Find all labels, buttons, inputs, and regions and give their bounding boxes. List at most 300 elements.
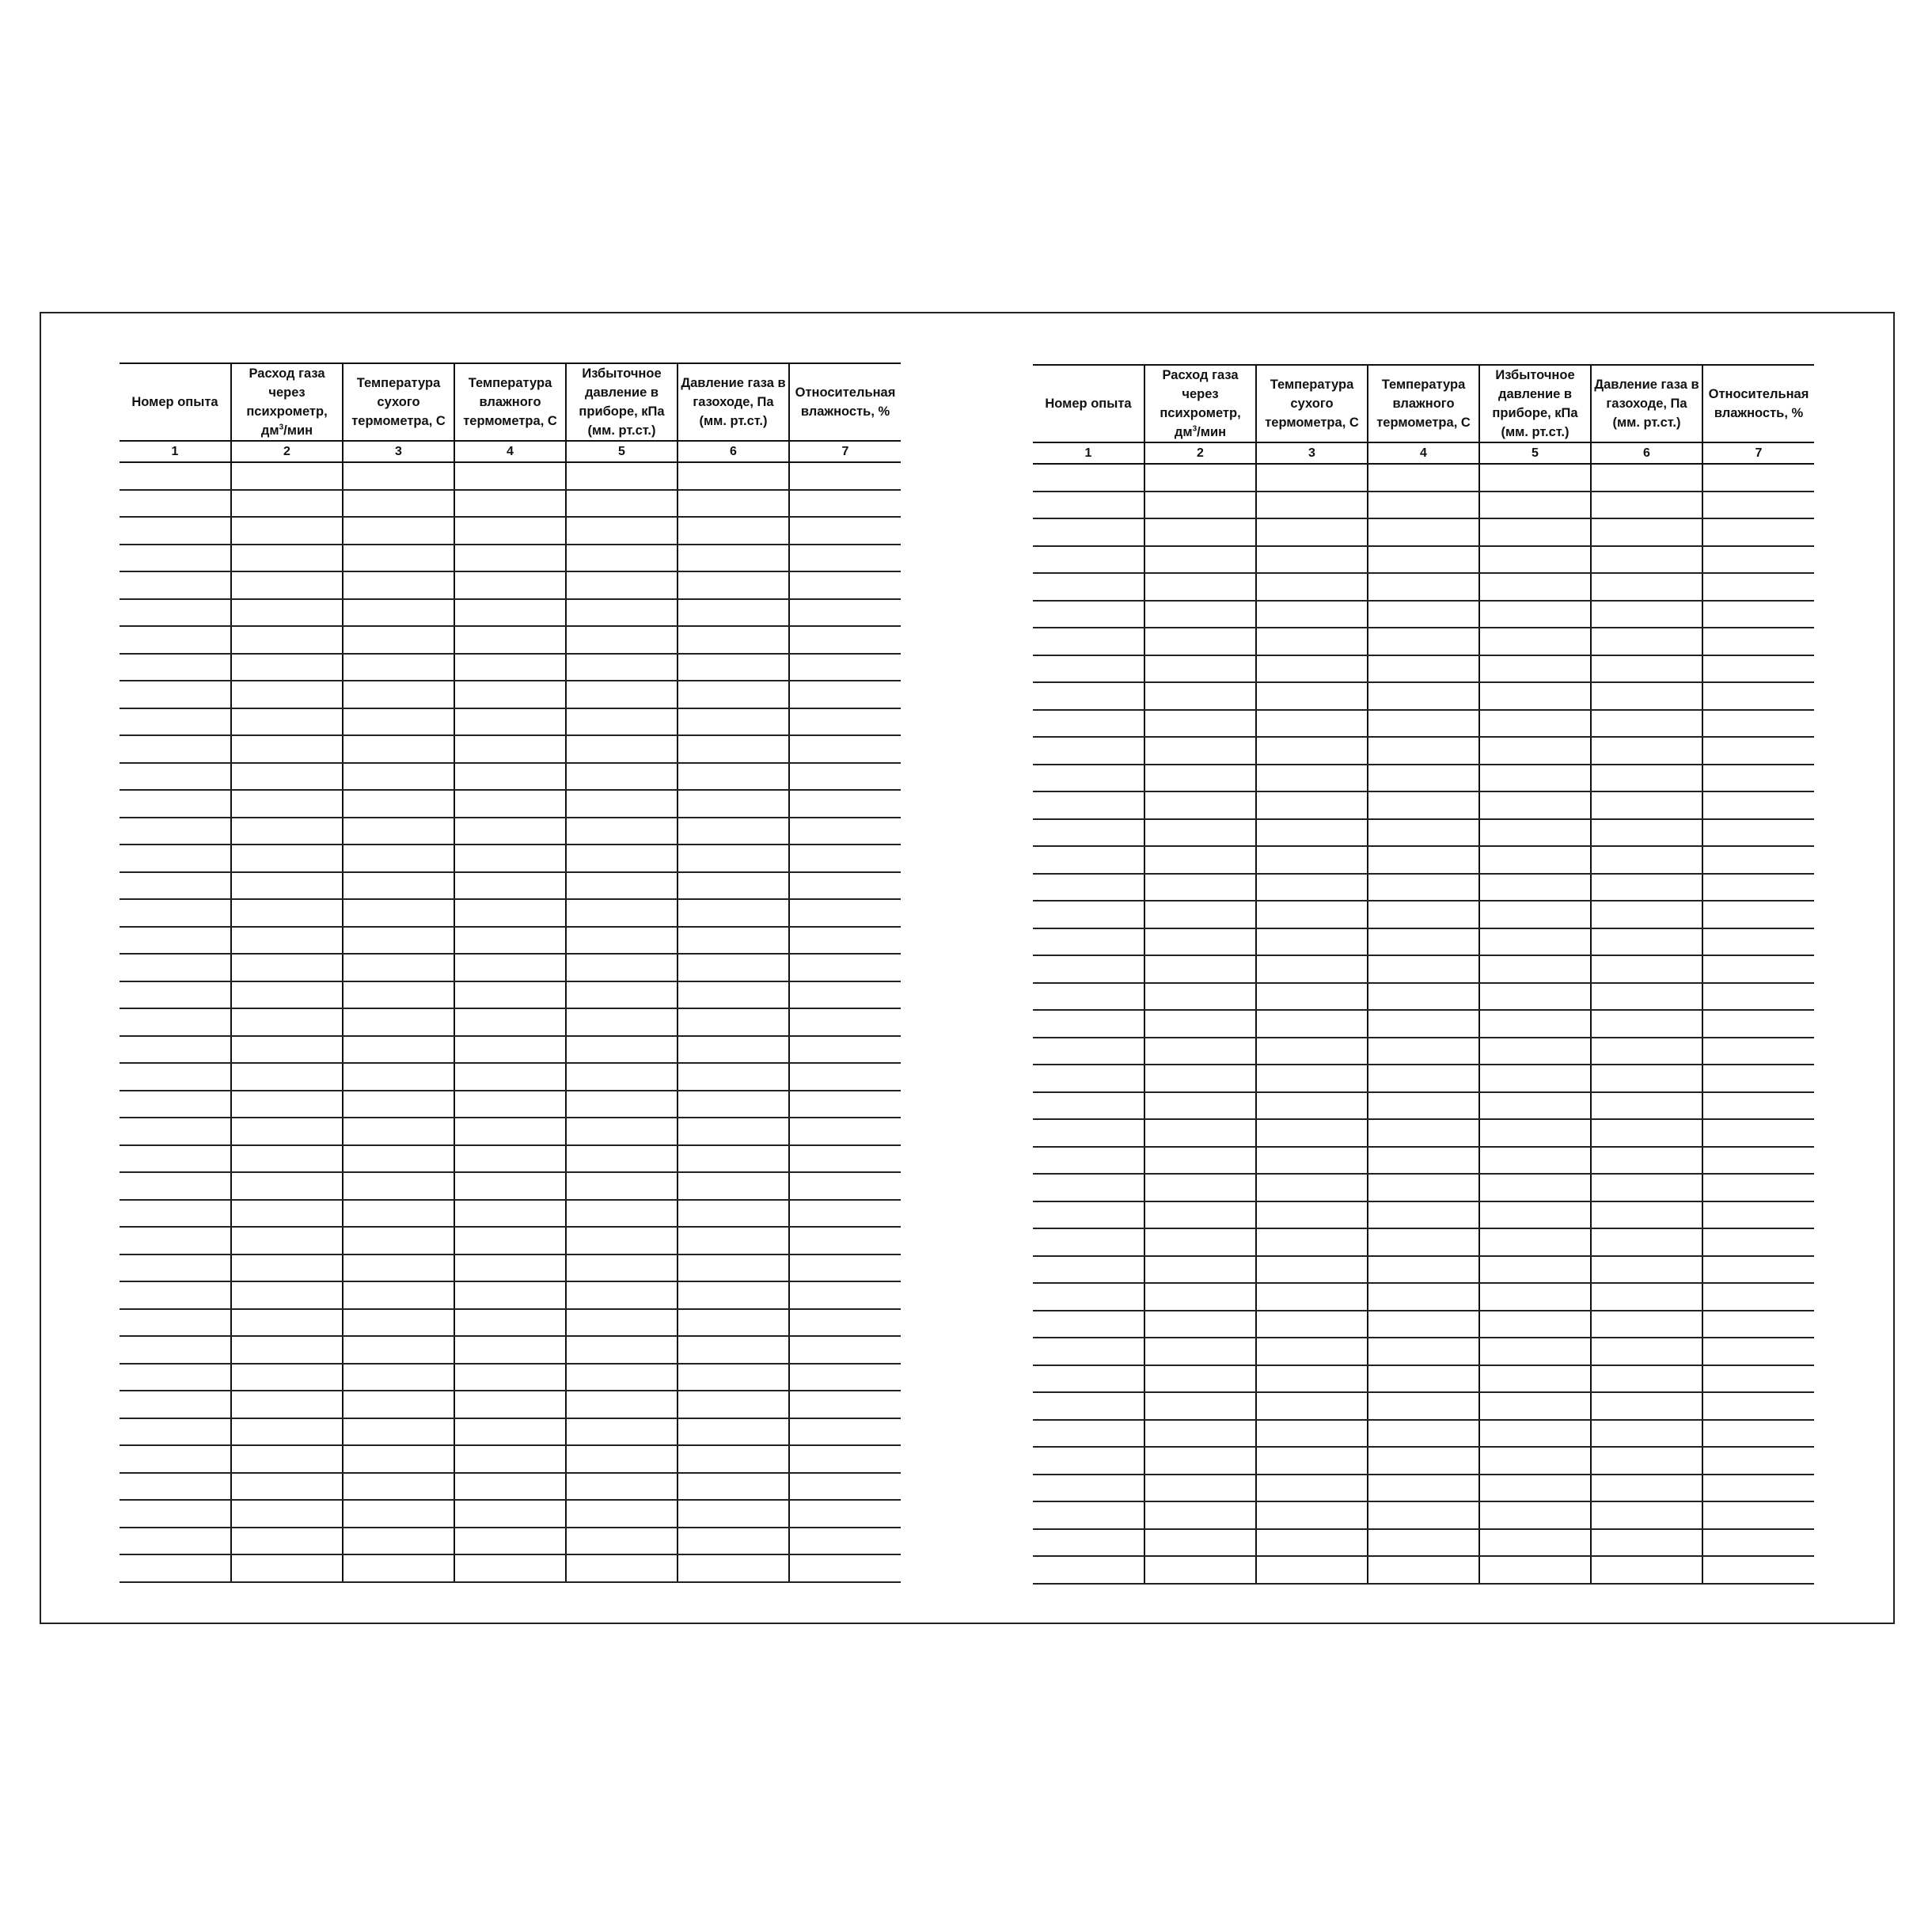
table-row: [120, 681, 901, 708]
table-cell: [231, 681, 343, 708]
table-cell: [678, 1473, 789, 1501]
table-cell: [1368, 1529, 1479, 1557]
table-cell: [1702, 1147, 1814, 1175]
table-row: [1033, 1420, 1814, 1448]
table-cell: [1144, 1147, 1256, 1175]
table-cell: [120, 490, 231, 518]
table-row: [1033, 1119, 1814, 1147]
table-cell: [1479, 1038, 1591, 1065]
table-cell: [1033, 1092, 1144, 1120]
table-row: [120, 517, 901, 545]
table-cell: [1591, 518, 1702, 546]
table-cell: [1702, 1420, 1814, 1448]
table-cell: [1256, 1392, 1368, 1420]
table-cell: [1033, 1338, 1144, 1365]
table-row: [120, 1309, 901, 1337]
table-cell: [454, 490, 566, 518]
table-cell: [566, 1364, 678, 1391]
table-cell: [120, 599, 231, 627]
col-header-3: Температура сухого термометра, С: [343, 363, 454, 441]
table-row: [1033, 710, 1814, 738]
table-cell: [789, 763, 901, 791]
table-cell: [1144, 1447, 1256, 1475]
table-row: [1033, 1201, 1814, 1229]
table-row: [1033, 1256, 1814, 1284]
table-cell: [1702, 1228, 1814, 1256]
table-cell: [1702, 518, 1814, 546]
table-cell: [343, 1227, 454, 1254]
table-cell: [1256, 1338, 1368, 1365]
table-cell: [678, 1118, 789, 1145]
table-cell: [1144, 628, 1256, 655]
table-cell: [1702, 1447, 1814, 1475]
table-cell: [789, 927, 901, 955]
table-cell: [1368, 846, 1479, 874]
table-cell: [1591, 1283, 1702, 1311]
col-header-4: Температура влажного термометра, С: [454, 363, 566, 441]
table-cell: [454, 927, 566, 955]
table-cell: [678, 654, 789, 681]
table-cell: [1256, 1447, 1368, 1475]
table-cell: [1033, 955, 1144, 983]
table-cell: [1033, 682, 1144, 710]
table-cell: [343, 1336, 454, 1364]
table-cell: [1033, 1529, 1144, 1557]
table-cell: [1033, 1475, 1144, 1502]
table-body: [120, 462, 901, 1582]
table-cell: [1479, 1065, 1591, 1092]
table-cell: [120, 735, 231, 763]
table-cell: [789, 954, 901, 981]
table-cell: [1702, 1475, 1814, 1502]
table-cell: [343, 545, 454, 572]
table-cell: [1591, 1228, 1702, 1256]
table-cell: [1256, 682, 1368, 710]
table-cell: [231, 599, 343, 627]
table-cell: [789, 599, 901, 627]
table-cell: [789, 571, 901, 599]
table-cell: [1256, 464, 1368, 492]
table-cell: [1368, 1065, 1479, 1092]
table-cell: [343, 1528, 454, 1555]
table-cell: [566, 763, 678, 791]
table-cell: [1479, 628, 1591, 655]
table-cell: [343, 735, 454, 763]
table-cell: [789, 1091, 901, 1118]
table-row: [120, 1254, 901, 1282]
table-cell: [1479, 791, 1591, 819]
table-cell: [1479, 1475, 1591, 1502]
table-cell: [1144, 1174, 1256, 1201]
table-row: [1033, 464, 1814, 492]
table-cell: [120, 708, 231, 736]
table-cell: [566, 462, 678, 490]
table-cell: [1256, 1475, 1368, 1502]
table-row: [1033, 955, 1814, 983]
table-cell: [1033, 1010, 1144, 1038]
table-cell: [1144, 901, 1256, 928]
col-number-3: 3: [1256, 442, 1368, 464]
table-row: [120, 1418, 901, 1446]
table-cell: [343, 763, 454, 791]
table-cell: [454, 1473, 566, 1501]
table-cell: [1144, 1010, 1256, 1038]
table-cell: [1256, 1556, 1368, 1584]
table-cell: [120, 1528, 231, 1555]
table-cell: [1479, 901, 1591, 928]
table-cell: [678, 1172, 789, 1200]
table-cell: [789, 872, 901, 900]
table-cell: [231, 1008, 343, 1036]
table-cell: [1368, 874, 1479, 901]
table-cell: [454, 1063, 566, 1091]
table-cell: [1368, 1010, 1479, 1038]
table-cell: [120, 927, 231, 955]
table-cell: [1591, 1447, 1702, 1475]
col-header-1: Номер опыта: [1033, 365, 1144, 442]
table-cell: [1033, 1283, 1144, 1311]
header-row: [1033, 365, 1814, 442]
table-cell: [1368, 1174, 1479, 1201]
table-cell: [454, 818, 566, 845]
table-cell: [566, 1500, 678, 1528]
table-row: [120, 599, 901, 627]
table-row: [1033, 1365, 1814, 1393]
table-cell: [120, 462, 231, 490]
table-cell: [454, 1418, 566, 1446]
table-cell: [1368, 546, 1479, 574]
table-cell: [1144, 1228, 1256, 1256]
table-cell: [1144, 1201, 1256, 1229]
table-row: [1033, 573, 1814, 601]
col-number-4: 4: [1368, 442, 1479, 464]
table-cell: [1479, 1392, 1591, 1420]
table-cell: [1144, 765, 1256, 792]
table-cell: [678, 1281, 789, 1309]
table-cell: [1144, 573, 1256, 601]
table-cell: [566, 1254, 678, 1282]
table-cell: [343, 571, 454, 599]
table-cell: [454, 1391, 566, 1418]
table-cell: [454, 1145, 566, 1173]
table-cell: [678, 1008, 789, 1036]
table-cell: [120, 1063, 231, 1091]
table-cell: [343, 845, 454, 872]
table-cell: [1591, 1010, 1702, 1038]
table-cell: [454, 1309, 566, 1337]
table-cell: [343, 490, 454, 518]
table-cell: [1702, 464, 1814, 492]
table-cell: [454, 1364, 566, 1391]
table-cell: [120, 954, 231, 981]
table-cell: [231, 1336, 343, 1364]
table-cell: [1591, 710, 1702, 738]
table-cell: [1144, 601, 1256, 628]
table-cell: [343, 462, 454, 490]
table-cell: [1033, 819, 1144, 847]
table-cell: [1368, 1392, 1479, 1420]
table-cell: [120, 1418, 231, 1446]
table-row: [120, 1445, 901, 1473]
table-cell: [343, 954, 454, 981]
table-cell: [1144, 928, 1256, 956]
table-cell: [1368, 1311, 1479, 1338]
table-cell: [1256, 1283, 1368, 1311]
table-cell: [1033, 1038, 1144, 1065]
table-cell: [789, 545, 901, 572]
table-cell: [454, 545, 566, 572]
column-number-row: [120, 441, 901, 462]
table-cell: [1479, 1201, 1591, 1229]
table-cell: [343, 1445, 454, 1473]
table-body: [1033, 464, 1814, 1584]
table-row: [120, 571, 901, 599]
table-cell: [231, 1227, 343, 1254]
table-row: [120, 654, 901, 681]
table-cell: [231, 1528, 343, 1555]
table-cell: [789, 1008, 901, 1036]
table-cell: [1479, 1447, 1591, 1475]
table-cell: [343, 1364, 454, 1391]
table-row: [1033, 928, 1814, 956]
table-cell: [789, 735, 901, 763]
table-cell: [1144, 1556, 1256, 1584]
table-cell: [1256, 710, 1368, 738]
table-cell: [789, 1036, 901, 1064]
table-cell: [120, 1336, 231, 1364]
table-cell: [1591, 682, 1702, 710]
table-cell: [1702, 682, 1814, 710]
table-cell: [231, 845, 343, 872]
table-cell: [1144, 846, 1256, 874]
table-cell: [678, 735, 789, 763]
table-cell: [1368, 955, 1479, 983]
table-cell: [231, 571, 343, 599]
table-cell: [566, 790, 678, 818]
table-cell: [231, 654, 343, 681]
table-cell: [1033, 710, 1144, 738]
table-cell: [678, 1336, 789, 1364]
table-cell: [1591, 1529, 1702, 1557]
table-cell: [789, 981, 901, 1009]
table-cell: [1144, 1529, 1256, 1557]
table-cell: [566, 571, 678, 599]
table-cell: [789, 1500, 901, 1528]
table-cell: [1368, 1201, 1479, 1229]
table-row: [1033, 518, 1814, 546]
table-cell: [1479, 655, 1591, 683]
table-cell: [1256, 1147, 1368, 1175]
table-cell: [231, 1391, 343, 1418]
table-cell: [566, 1418, 678, 1446]
table-cell: [120, 681, 231, 708]
table-cell: [1144, 1392, 1256, 1420]
table-cell: [454, 1091, 566, 1118]
table-cell: [231, 872, 343, 900]
table-cell: [454, 872, 566, 900]
table-cell: [678, 490, 789, 518]
table-cell: [231, 927, 343, 955]
table-cell: [120, 1036, 231, 1064]
table-cell: [1479, 1092, 1591, 1120]
table-cell: [343, 1036, 454, 1064]
table-cell: [120, 818, 231, 845]
col-number-1: 1: [1033, 442, 1144, 464]
table-cell: [1702, 1556, 1814, 1584]
table-cell: [1702, 546, 1814, 574]
table-cell: [1256, 955, 1368, 983]
table-cell: [120, 1227, 231, 1254]
table-cell: [1479, 573, 1591, 601]
table-cell: [1144, 546, 1256, 574]
table-cell: [1479, 518, 1591, 546]
table-cell: [566, 1091, 678, 1118]
table-cell: [1368, 983, 1479, 1011]
table-row: [120, 1036, 901, 1064]
col-number-3: 3: [343, 441, 454, 462]
table-cell: [789, 708, 901, 736]
table-cell: [1702, 710, 1814, 738]
table-cell: [1033, 1256, 1144, 1284]
table-row: [120, 1172, 901, 1200]
table-cell: [1368, 901, 1479, 928]
table-cell: [454, 790, 566, 818]
table-cell: [1256, 846, 1368, 874]
table-cell: [1702, 955, 1814, 983]
table-cell: [120, 1473, 231, 1501]
table-cell: [789, 818, 901, 845]
table-cell: [1591, 1119, 1702, 1147]
table-cell: [566, 735, 678, 763]
table-cell: [566, 927, 678, 955]
table-cell: [1033, 901, 1144, 928]
table-row: [1033, 846, 1814, 874]
table-row: [1033, 1392, 1814, 1420]
table-cell: [1479, 819, 1591, 847]
table-cell: [1033, 1228, 1144, 1256]
table-cell: [231, 1554, 343, 1582]
table-cell: [789, 1118, 901, 1145]
table-cell: [789, 1281, 901, 1309]
table-cell: [789, 899, 901, 927]
table-cell: [789, 626, 901, 654]
col-number-7: 7: [1702, 442, 1814, 464]
table-cell: [789, 1554, 901, 1582]
table-cell: [566, 872, 678, 900]
table-cell: [454, 1036, 566, 1064]
col-number-5: 5: [1479, 442, 1591, 464]
table-cell: [1368, 682, 1479, 710]
table-cell: [231, 545, 343, 572]
table-cell: [120, 1008, 231, 1036]
table-cell: [1256, 928, 1368, 956]
table-cell: [454, 654, 566, 681]
table-cell: [566, 1445, 678, 1473]
table-cell: [454, 1336, 566, 1364]
table-row: [1033, 819, 1814, 847]
table-cell: [231, 735, 343, 763]
table-cell: [789, 1227, 901, 1254]
table-cell: [1256, 983, 1368, 1011]
table-row: [120, 818, 901, 845]
table-cell: [454, 1554, 566, 1582]
table-cell: [120, 872, 231, 900]
table-row: [1033, 1556, 1814, 1584]
table-cell: [1702, 846, 1814, 874]
table-cell: [566, 1036, 678, 1064]
table-cell: [678, 1145, 789, 1173]
table-cell: [1256, 1256, 1368, 1284]
table-cell: [1702, 1283, 1814, 1311]
table-cell: [343, 1391, 454, 1418]
table-cell: [1256, 1010, 1368, 1038]
table-cell: [566, 1281, 678, 1309]
table-cell: [1591, 1174, 1702, 1201]
table-cell: [1702, 1010, 1814, 1038]
table-cell: [231, 763, 343, 791]
table-row: [120, 1391, 901, 1418]
table-cell: [1033, 1201, 1144, 1229]
table-cell: [678, 1528, 789, 1555]
table-cell: [1256, 1092, 1368, 1120]
table-cell: [231, 708, 343, 736]
table-cell: [678, 899, 789, 927]
table-cell: [1144, 492, 1256, 519]
table-cell: [1368, 737, 1479, 765]
table-cell: [454, 1445, 566, 1473]
table-cell: [678, 845, 789, 872]
table-cell: [231, 1145, 343, 1173]
table-cell: [678, 599, 789, 627]
table-cell: [1368, 1338, 1479, 1365]
table-cell: [1256, 901, 1368, 928]
table-row: [120, 626, 901, 654]
table-cell: [454, 763, 566, 791]
table-cell: [1144, 791, 1256, 819]
table-cell: [566, 1336, 678, 1364]
table-cell: [1144, 464, 1256, 492]
table-row: [1033, 1283, 1814, 1311]
table-cell: [1256, 1201, 1368, 1229]
table-cell: [231, 490, 343, 518]
table-cell: [1591, 1256, 1702, 1284]
table-cell: [343, 1500, 454, 1528]
table-cell: [1702, 983, 1814, 1011]
table-cell: [678, 1227, 789, 1254]
table-cell: [1702, 1065, 1814, 1092]
table-cell: [1591, 1201, 1702, 1229]
table-cell: [1591, 1420, 1702, 1448]
table-cell: [1144, 819, 1256, 847]
table-cell: [231, 1364, 343, 1391]
table-cell: [678, 1364, 789, 1391]
table-cell: [1368, 492, 1479, 519]
table-cell: [454, 1200, 566, 1228]
table-cell: [1033, 737, 1144, 765]
table-row: [120, 1200, 901, 1228]
table-cell: [1479, 1228, 1591, 1256]
table-cell: [1479, 710, 1591, 738]
table-cell: [231, 1445, 343, 1473]
table-cell: [678, 1500, 789, 1528]
col-header-6: Давление газа в газоходе, Па (мм. рт.ст.): [678, 363, 789, 441]
table-cell: [789, 1172, 901, 1200]
table-cell: [1368, 1038, 1479, 1065]
table-cell: [454, 1118, 566, 1145]
table-cell: [1256, 1065, 1368, 1092]
table-cell: [1033, 1447, 1144, 1475]
table-cell: [1256, 492, 1368, 519]
